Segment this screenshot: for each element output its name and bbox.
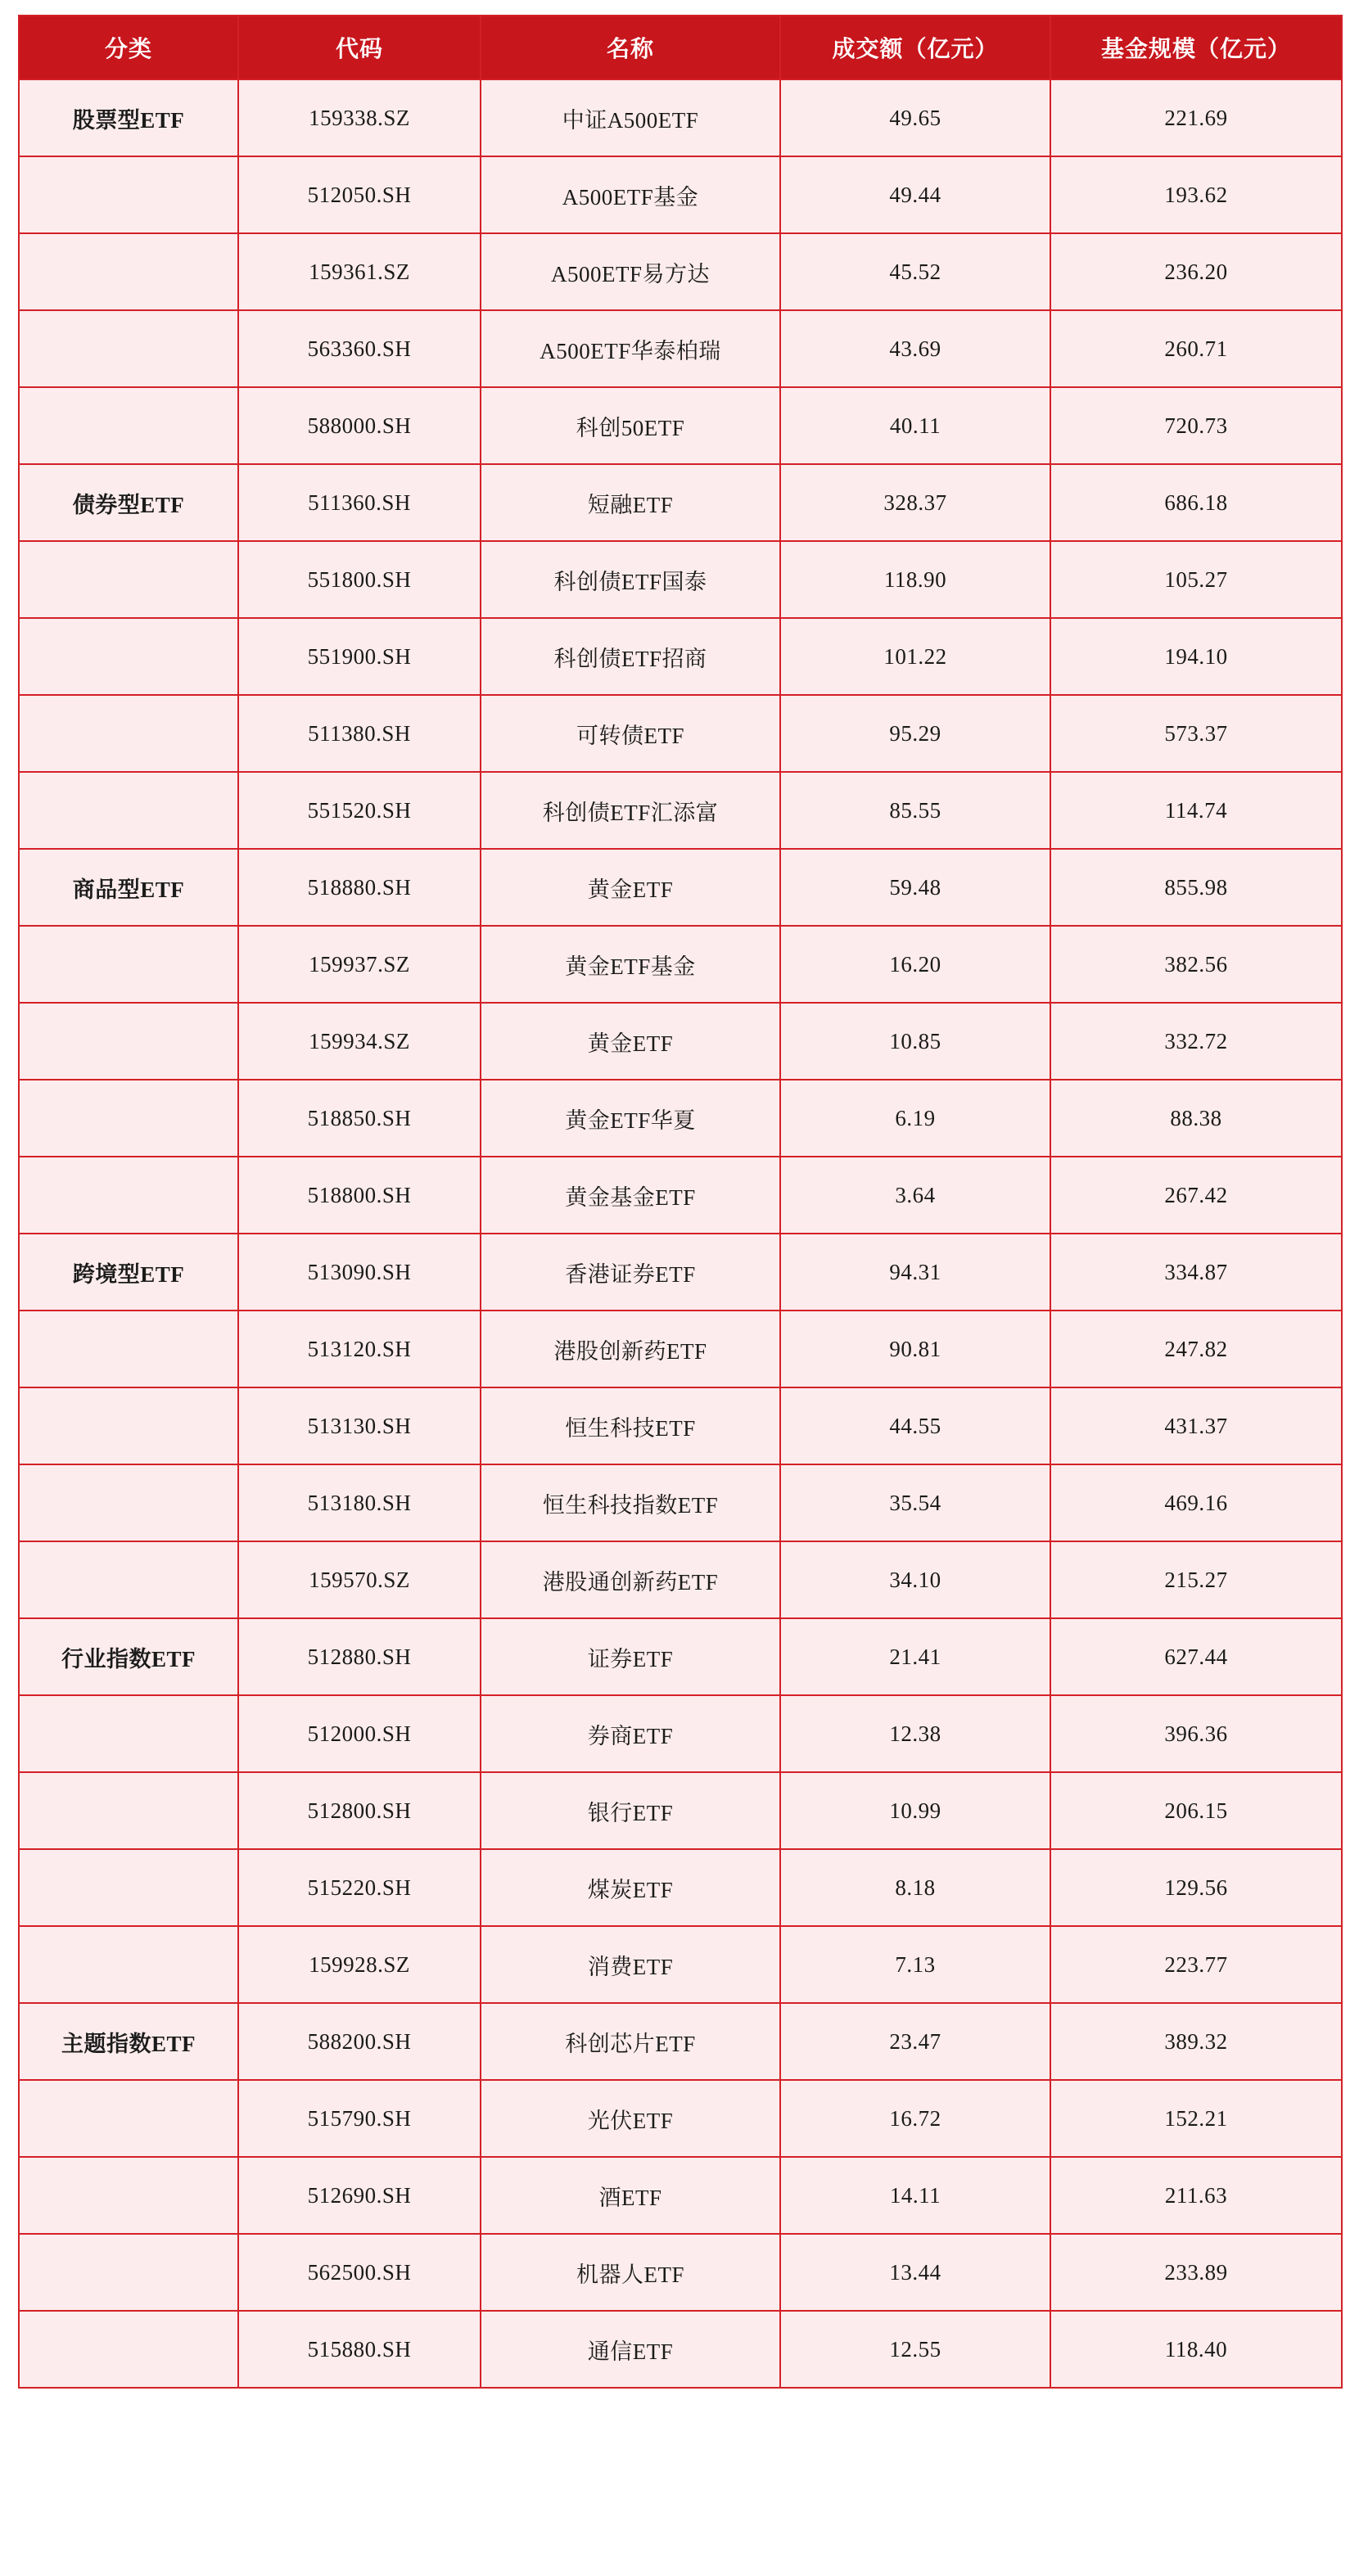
cell-name: 机器人ETF [481,2234,780,2311]
table-header [19,16,1342,79]
cell-code: 588200.SH [238,2003,481,2080]
cell-name: 中证A500ETF [481,79,780,156]
cell-name: 科创芯片ETF [481,2003,780,2080]
cell-name: 可转债ETF [481,695,780,772]
cell-code: 512690.SH [238,2157,481,2234]
cell-scale: 88.38 [1050,1080,1342,1157]
cell-category: 主题指数ETF [19,2003,238,2080]
cell-scale: 233.89 [1050,2234,1342,2311]
cell-turnover: 16.72 [780,2080,1050,2157]
table-row [19,2080,1342,2157]
cell-name: 短融ETF [481,464,780,541]
table-row [19,1849,1342,1926]
cell-category [19,1772,238,1849]
cell-name: 黄金ETF [481,849,780,926]
cell-name: 科创债ETF汇添富 [481,772,780,849]
column-header-category: 分类 [19,16,238,79]
cell-turnover: 35.54 [780,1464,1050,1541]
cell-category [19,2311,238,2388]
table-row [19,1541,1342,1618]
cell-turnover: 94.31 [780,1234,1050,1311]
cell-scale: 114.74 [1050,772,1342,849]
cell-turnover: 34.10 [780,1541,1050,1618]
cell-code: 518800.SH [238,1157,481,1234]
cell-code: 512800.SH [238,1772,481,1849]
cell-scale: 686.18 [1050,464,1342,541]
table-row [19,1926,1342,2003]
cell-category [19,156,238,233]
cell-scale: 206.15 [1050,1772,1342,1849]
cell-turnover: 40.11 [780,387,1050,464]
cell-code: 551520.SH [238,772,481,849]
table-row [19,1157,1342,1234]
cell-scale: 332.72 [1050,1003,1342,1080]
cell-category [19,618,238,695]
cell-code: 562500.SH [238,2234,481,2311]
cell-name: A500ETF易方达 [481,233,780,310]
table-row [19,695,1342,772]
cell-code: 551900.SH [238,618,481,695]
cell-turnover: 328.37 [780,464,1050,541]
cell-code: 159338.SZ [238,79,481,156]
cell-category [19,310,238,387]
cell-turnover: 3.64 [780,1157,1050,1234]
cell-name: 酒ETF [481,2157,780,2234]
cell-turnover: 95.29 [780,695,1050,772]
table-row [19,1618,1342,1695]
cell-turnover: 118.90 [780,541,1050,618]
cell-category [19,1849,238,1926]
cell-code: 159361.SZ [238,233,481,310]
etf-data-table [18,15,1343,2389]
cell-turnover: 10.85 [780,1003,1050,1080]
table-row [19,2003,1342,2080]
column-header-scale: 基金规模（亿元） [1050,16,1342,79]
cell-category [19,1080,238,1157]
cell-turnover: 44.55 [780,1387,1050,1464]
cell-code: 512050.SH [238,156,481,233]
cell-turnover: 23.47 [780,2003,1050,2080]
cell-category [19,695,238,772]
cell-scale: 194.10 [1050,618,1342,695]
cell-category [19,541,238,618]
cell-turnover: 49.44 [780,156,1050,233]
cell-scale: 334.87 [1050,1234,1342,1311]
cell-scale: 267.42 [1050,1157,1342,1234]
cell-code: 515880.SH [238,2311,481,2388]
cell-turnover: 21.41 [780,1618,1050,1695]
table-row [19,1080,1342,1157]
cell-turnover: 14.11 [780,2157,1050,2234]
cell-name: 银行ETF [481,1772,780,1849]
cell-category [19,387,238,464]
cell-name: A500ETF华泰柏瑞 [481,310,780,387]
cell-category [19,1157,238,1234]
cell-code: 159934.SZ [238,1003,481,1080]
cell-scale: 396.36 [1050,1695,1342,1772]
cell-name: 科创50ETF [481,387,780,464]
cell-name: 通信ETF [481,2311,780,2388]
cell-code: 588000.SH [238,387,481,464]
cell-scale: 236.20 [1050,233,1342,310]
cell-category [19,1311,238,1387]
table-row [19,1695,1342,1772]
cell-scale: 247.82 [1050,1311,1342,1387]
cell-code: 159937.SZ [238,926,481,1003]
cell-turnover: 49.65 [780,79,1050,156]
table-row [19,541,1342,618]
cell-scale: 193.62 [1050,156,1342,233]
cell-scale: 573.37 [1050,695,1342,772]
table-body [19,79,1342,2388]
cell-code: 513130.SH [238,1387,481,1464]
cell-turnover: 12.38 [780,1695,1050,1772]
cell-category [19,1695,238,1772]
cell-scale: 382.56 [1050,926,1342,1003]
cell-code: 159570.SZ [238,1541,481,1618]
cell-code: 551800.SH [238,541,481,618]
table-row [19,2157,1342,2234]
cell-category: 股票型ETF [19,79,238,156]
cell-code: 159928.SZ [238,1926,481,2003]
cell-code: 512880.SH [238,1618,481,1695]
cell-name: 证券ETF [481,1618,780,1695]
cell-category [19,2234,238,2311]
column-header-name: 名称 [481,16,780,79]
table-row [19,849,1342,926]
cell-name: 黄金基金ETF [481,1157,780,1234]
table-row [19,1464,1342,1541]
cell-code: 563360.SH [238,310,481,387]
cell-turnover: 59.48 [780,849,1050,926]
cell-name: 黄金ETF基金 [481,926,780,1003]
cell-code: 518850.SH [238,1080,481,1157]
cell-code: 511360.SH [238,464,481,541]
table-row [19,79,1342,156]
cell-code: 511380.SH [238,695,481,772]
cell-category: 债券型ETF [19,464,238,541]
cell-category [19,233,238,310]
cell-turnover: 12.55 [780,2311,1050,2388]
cell-scale: 627.44 [1050,1618,1342,1695]
cell-turnover: 43.69 [780,310,1050,387]
table-row [19,1003,1342,1080]
cell-code: 513120.SH [238,1311,481,1387]
cell-scale: 260.71 [1050,310,1342,387]
cell-category: 跨境型ETF [19,1234,238,1311]
cell-category [19,2157,238,2234]
table-row [19,926,1342,1003]
cell-turnover: 45.52 [780,233,1050,310]
cell-category [19,1464,238,1541]
cell-scale: 469.16 [1050,1464,1342,1541]
cell-scale: 389.32 [1050,2003,1342,2080]
cell-name: 科创债ETF国泰 [481,541,780,618]
cell-code: 512000.SH [238,1695,481,1772]
cell-turnover: 85.55 [780,772,1050,849]
header-row [19,16,1342,79]
table-row [19,1311,1342,1387]
cell-name: 黄金ETF华夏 [481,1080,780,1157]
cell-name: 消费ETF [481,1926,780,2003]
table-row [19,618,1342,695]
cell-category [19,1003,238,1080]
cell-scale: 431.37 [1050,1387,1342,1464]
table-row [19,772,1342,849]
table-row [19,1772,1342,1849]
cell-code: 518880.SH [238,849,481,926]
cell-category [19,926,238,1003]
cell-turnover: 16.20 [780,926,1050,1003]
cell-category [19,772,238,849]
cell-scale: 720.73 [1050,387,1342,464]
cell-category: 行业指数ETF [19,1618,238,1695]
cell-scale: 215.27 [1050,1541,1342,1618]
cell-scale: 152.21 [1050,2080,1342,2157]
cell-turnover: 8.18 [780,1849,1050,1926]
cell-name: 恒生科技指数ETF [481,1464,780,1541]
table-row [19,1234,1342,1311]
table-row [19,310,1342,387]
cell-scale: 855.98 [1050,849,1342,926]
cell-scale: 223.77 [1050,1926,1342,2003]
cell-code: 515220.SH [238,1849,481,1926]
cell-name: 光伏ETF [481,2080,780,2157]
table-row [19,387,1342,464]
cell-scale: 211.63 [1050,2157,1342,2234]
table-row [19,233,1342,310]
cell-code: 515790.SH [238,2080,481,2157]
cell-name: 恒生科技ETF [481,1387,780,1464]
cell-name: 黄金ETF [481,1003,780,1080]
cell-category [19,2080,238,2157]
cell-turnover: 10.99 [780,1772,1050,1849]
column-header-turnover: 成交额（亿元） [780,16,1050,79]
cell-turnover: 90.81 [780,1311,1050,1387]
cell-name: A500ETF基金 [481,156,780,233]
column-header-code: 代码 [238,16,481,79]
cell-name: 香港证券ETF [481,1234,780,1311]
cell-turnover: 13.44 [780,2234,1050,2311]
cell-category: 商品型ETF [19,849,238,926]
cell-turnover: 101.22 [780,618,1050,695]
table-row [19,1387,1342,1464]
table-row [19,156,1342,233]
table-row [19,2311,1342,2388]
cell-scale: 105.27 [1050,541,1342,618]
cell-turnover: 7.13 [780,1926,1050,2003]
cell-scale: 221.69 [1050,79,1342,156]
cell-code: 513090.SH [238,1234,481,1311]
cell-category [19,1926,238,2003]
table-row [19,464,1342,541]
cell-scale: 129.56 [1050,1849,1342,1926]
cell-name: 券商ETF [481,1695,780,1772]
cell-scale: 118.40 [1050,2311,1342,2388]
table-row [19,2234,1342,2311]
cell-category [19,1387,238,1464]
cell-name: 科创债ETF招商 [481,618,780,695]
cell-name: 港股创新药ETF [481,1311,780,1387]
cell-code: 513180.SH [238,1464,481,1541]
cell-turnover: 6.19 [780,1080,1050,1157]
cell-name: 港股通创新药ETF [481,1541,780,1618]
cell-name: 煤炭ETF [481,1849,780,1926]
cell-category [19,1541,238,1618]
